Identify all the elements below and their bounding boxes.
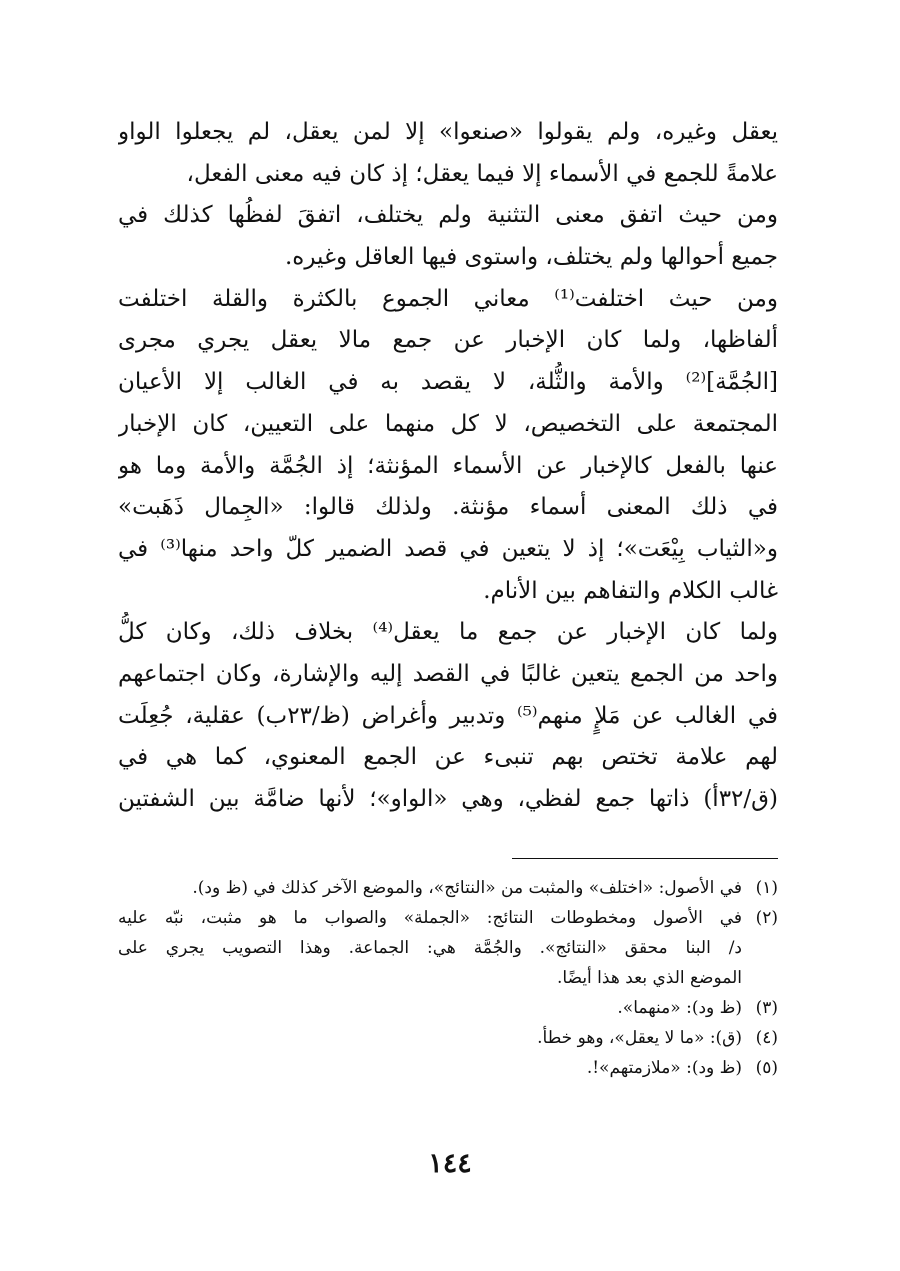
- footnote-number: (٢): [755, 908, 778, 928]
- body-line: ولما كان الإخبار عن جمع ما يعقل⁽⁴⁾ بخلاف ذلك، وكان كلُّ: [118, 619, 778, 646]
- footnote-text: [118, 993, 742, 1023]
- body-line: في الغالب عن مَلإٍ منهم⁽⁵⁾ وتدبير وأغراض (ظ/٢٣ب) عقلية، جُعِلَت: [118, 702, 778, 729]
- footnote-text: [118, 1023, 742, 1053]
- footnotes-block: [118, 873, 778, 1083]
- footnote-line: (ظ ود): «ملازمتهم»!.: [586, 1058, 742, 1078]
- footnote-text: [118, 873, 742, 903]
- body-line: غالب الكلام والتفاهم بين الأنام.: [483, 577, 778, 604]
- footnote-number: (١): [755, 878, 778, 898]
- body-line: المجتمعة على التخصيص، لا كل منهما على التعيين، كان الإخبار: [118, 410, 778, 437]
- footnote-text: [118, 903, 742, 993]
- body-line: في ذلك المعنى أسماء مؤنثة. ولذلك قالوا: «الجِمال ذَهَبت»: [118, 494, 778, 521]
- body-line: [الجُمَّة]⁽²⁾ والأمة والثُّلة، لا يقصد به في الغالب إلا الأعيان: [118, 369, 778, 396]
- footnote-line: في الأصول ومخطوطات النتائج: «الجملة» والصواب ما هو مثبت، نبّه عليه: [118, 908, 742, 928]
- footnote-number: (٣): [755, 998, 778, 1018]
- body-line: جميع أحوالها ولم يختلف، واستوى فيها العاقل وغيره.: [284, 244, 778, 271]
- body-line: ومن حيث اتفق معنى التثنية ولم يختلف، اتفقَ لفظُها كذلك في: [118, 202, 778, 229]
- footnote-number: (٥): [755, 1058, 778, 1078]
- footnote-item: [118, 873, 778, 903]
- footnote-line: الموضع الذي بعد هذا أيضًا.: [557, 968, 742, 988]
- page-number: ١٤٤: [428, 1148, 472, 1179]
- footnote-line: في الأصول: «اختلف» والمثبت من «النتائج»، والموضع الآخر كذلك في (ظ ود).: [192, 878, 742, 898]
- body-line: (ق/٣٢أ) ذاتها جمع لفظي، وهي «الواو»؛ لأنها ضامَّة بين الشفتين: [118, 786, 778, 812]
- footnote-number: (٤): [755, 1028, 778, 1048]
- body-line: يعقل وغيره، ولم يقولوا «صنعوا» إلا لمن يعقل، لم يجعلوا الواو: [118, 119, 778, 145]
- footnote-line: د/ البنا محقق «النتائج». والجُمَّة هي: الجماعة. وهذا التصويب يجري على: [118, 938, 742, 958]
- footnote-item: [118, 993, 778, 1023]
- footnote-divider: [512, 858, 778, 859]
- footnote-line: (ق): «ما لا يعقل»، وهو خطأ.: [537, 1028, 742, 1048]
- footnote-item: [118, 903, 778, 993]
- body-line: عنها بالفعل كالإخبار عن الأسماء المؤنثة؛ إذ الجُمَّة والأمة وما هو: [118, 452, 778, 479]
- footnote-text: [118, 1053, 742, 1083]
- footnote-item: [118, 1053, 778, 1083]
- body-line: و«الثياب بِيْعَت»؛ إذ لا يتعين في قصد الضمير كلّ واحد منها⁽³⁾ في: [118, 535, 778, 562]
- body-line: واحد من الجمع يتعين غالبًا في القصد إليه والإشارة، وكان اجتماعهم: [118, 660, 778, 687]
- footnote-item: [118, 1023, 778, 1053]
- body-line: ألفاظها، ولما كان الإخبار عن جمع مالا يعقل يجري مجرى: [118, 327, 778, 354]
- footnote-line: (ظ ود): «منهما».: [617, 998, 742, 1018]
- body-line: لهم علامة تختص بهم تنبىء عن الجمع المعنوي، كما هي في: [118, 744, 778, 771]
- main-text-block: [118, 112, 778, 821]
- body-line: علامةً للجمع في الأسماء إلا فيما يعقل؛ إذ كان فيه معنى الفعل،: [186, 160, 778, 187]
- body-line: ومن حيث اختلفت⁽¹⁾ معاني الجموع بالكثرة والقلة اختلفت: [118, 285, 778, 312]
